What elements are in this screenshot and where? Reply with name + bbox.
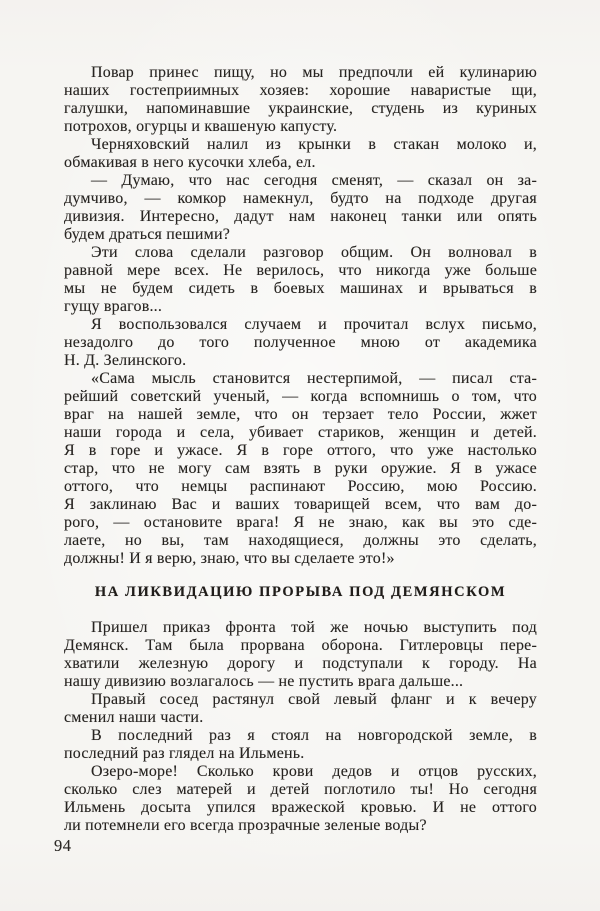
paragraph: [64, 619, 537, 691]
text-line: Пришел приказ фронта той же ночью выступить под: [91, 619, 537, 636]
text-line: незадолго до того полученное мною от академика: [64, 334, 537, 351]
text-line: последний раз глядел на Ильмень.: [64, 745, 305, 762]
text-line: равной мере всех. Не верилось, что никогда уже больше: [64, 262, 537, 279]
text-line: нашу дивизию возлагалось — не пустить врага дальше...: [64, 673, 464, 690]
paragraph: [64, 763, 537, 835]
text-line: потрохов, огурцы и квашеную капусту.: [64, 118, 338, 135]
text-line: Черняховский налил из крынки в стакан молоко и,: [91, 136, 537, 153]
paragraph: [64, 172, 537, 244]
text-line: должны! И я верю, знаю, что вы сделаете это!»: [64, 550, 395, 567]
text-line: наши города и села, убивает стариков, женщин и детей.: [64, 424, 537, 441]
text-line: лаете, но вы, там находящиеся, должны это сделать,: [64, 532, 537, 549]
paragraph: [64, 316, 537, 370]
paragraph: [64, 136, 537, 172]
text-line: Правый сосед растянул свой левый фланг и к вечеру: [91, 691, 537, 708]
text-line: гущу врагов...: [64, 298, 163, 315]
text-line: «Сама мысль становится нестерпимой, — писал ста-: [91, 370, 537, 387]
paragraph: [64, 691, 537, 727]
text-line: стар, что не могу сам взять в руки оружие. Я в ужасе: [64, 460, 537, 477]
text-line: Эти слова сделали разговор общим. Он волновал в: [91, 244, 537, 261]
text-line: обмакивая в него кусочки хлеба, ел.: [64, 154, 316, 171]
text-line: рейший советский ученый, — когда вспомнишь о том, что: [64, 388, 537, 405]
text-line: галушки, напоминавшие украинские, студень из куриных: [64, 100, 537, 117]
text-line: хватили железную дорогу и подступали к городу. На: [64, 655, 537, 672]
paragraph: [64, 64, 537, 136]
text-line: сколько слез матерей и детей поглотило ты! Но сегодня: [64, 781, 537, 798]
text-line: думчиво, — комкор намекнул, будто на подходе другая: [64, 190, 537, 207]
paragraph: [64, 244, 537, 316]
text-line: — Думаю, что нас сегодня сменят, — сказал он за-: [91, 172, 537, 189]
text-line: будем драться пешими?: [64, 226, 231, 243]
text-line: рого, — остановите врага! Я не знаю, как вы это сде-: [64, 514, 537, 531]
paragraph: [64, 370, 537, 568]
text-line: Я заклинаю Вас и ваших товарищей всем, что вам до-: [64, 496, 537, 513]
text-block: [64, 64, 537, 835]
text-line: Н. Д. Зелинского.: [64, 352, 187, 369]
text-line: ли потемнели его всегда прозрачные зеленые воды?: [64, 817, 427, 834]
page-number: 94: [54, 836, 72, 855]
text-line: В последний раз я стоял на новгородской земле, в: [91, 727, 537, 744]
text-line: Озеро-море! Сколько крови дедов и отцов русских,: [91, 763, 537, 780]
text-line: наших гостеприимных хозяев: хорошие наваристые щи,: [64, 82, 537, 99]
text-line: дивизия. Интересно, дадут нам наконец танки или опять: [64, 208, 537, 225]
text-line: Демянск. Там была прорвана оборона. Гитлеровцы пере-: [64, 637, 537, 654]
text-line: Я в горе и ужасе. Я в горе оттого, что уже настолько: [64, 442, 537, 459]
text-line: Я воспользовался случаем и прочитал вслух письмо,: [91, 316, 537, 333]
section-heading: НА ЛИКВИДАЦИЮ ПРОРЫВА ПОД ДЕМЯНСКОМ: [94, 584, 507, 600]
text-line: мы не будем сидеть в боевых машинах и врываться в: [64, 280, 537, 297]
text-line: сменил наши части.: [64, 709, 204, 726]
text-line: враг на нашей земле, что он терзает тело России, жжет: [64, 406, 537, 423]
text-line: Ильмень досыта упился вражеской кровью. И не оттого: [64, 799, 537, 816]
text-line: Повар принес пищу, но мы предпочли ей кулинарию: [91, 64, 537, 81]
text-line: оттого, что немцы распинают Россию, мою Россию.: [64, 478, 537, 495]
paragraph: [64, 727, 537, 763]
